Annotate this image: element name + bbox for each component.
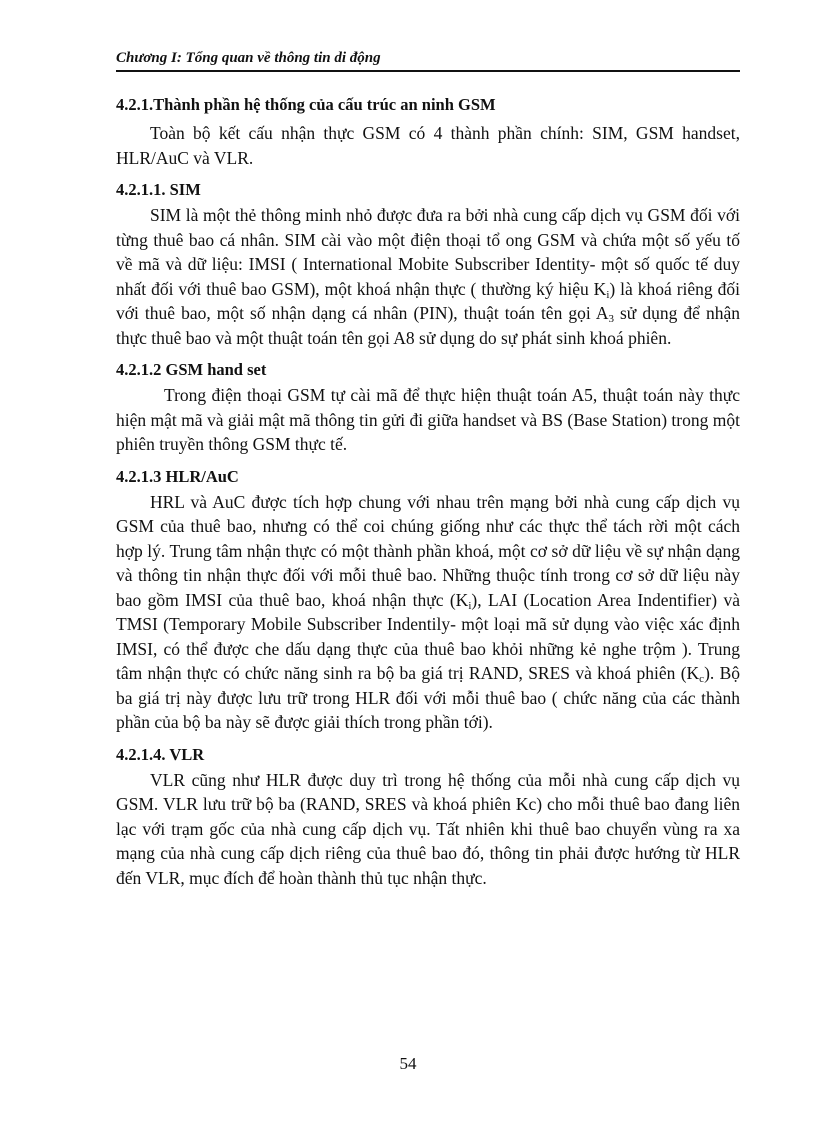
hlr-text-part-1: HRL và AuC được tích hợp chung với nhau trên mạng bởi nhà cung cấp dịch vụ GSM của thuê bao, nhưng có thể coi chúng giống như các thực thể tách rời một cách hợp lý. Trung tâm nhận thực có một thành phần khoá, một cơ sở dữ liệu về sự nhận dạng và thông tin nhận thực đối với mỗi thuê bao. Những thuộc tính trong cơ sở dữ liệu này bao gồm IMSI của thuê bao, khoá nhận thực (K (116, 491, 740, 610)
sim-text-part-1: SIM là một thẻ thông minh nhỏ được đưa ra bởi nhà cung cấp dịch vụ GSM đối với từng thuê bao cá nhân. SIM cài vào một điện thoại tổ ong GSM và chứa một số yếu tố về mã và dữ liệu: IMSI ( International Mobite Subscriber Identity- một số quốc tế duy nhất đối với thuê bao GSM), một khoá nhận thực ( thường ký hiệu K (116, 205, 740, 299)
section-heading-handset: 4.2.1.2 GSM hand set (116, 360, 267, 379)
sim-paragraph (116, 203, 740, 350)
section-heading-sim: 4.2.1.1. SIM (116, 180, 201, 199)
hlr-text-part-3: ). Bộ ba giá trị này được lưu trữ trong HLR đối với mỗi thuê bao ( chức năng của các thành phần của bộ ba này sẽ được giải thích trong phần tới). (116, 663, 741, 732)
sim-subscript-1: i (606, 288, 610, 301)
sim-subscript-2: 3 (608, 313, 614, 325)
handset-paragraph: Trong điện thoại GSM tự cài mã để thực hiện thuật toán A5, thuật toán này thực hiện mật mã và giải mật mã thông tin gửi đi giữa handset và BS (Base Station) trong một phiên truyền thông GSM thực tế. (116, 385, 740, 454)
sim-text-part-3: sử dụng để nhận thực thuê bao và một thuật toán tên gọi A8 sử dụng do sự phát sinh khoá phiên. (116, 303, 740, 348)
page-number: 54 (399, 1054, 417, 1073)
hlr-subscript-1: i (468, 599, 472, 612)
vlr-paragraph: VLR cũng như HLR được duy trì trong hệ thống của mỗi nhà cung cấp dịch vụ GSM. VLR lưu trữ bộ ba (RAND, SRES và khoá phiên Kc) cho mỗi thuê bao đang liên lạc với trạm gốc của nhà cung cấp dịch vụ. Tất nhiên khi thuê bao chuyển vùng ra xa mạng của nhà cung cấp dịch riêng của thuê bao đó, thông tin phải được hướng từ HLR đến VLR, mục đích để hoàn thành thủ tục nhận thực. (116, 769, 740, 888)
hlr-paragraph (116, 490, 740, 735)
hlr-subscript-2: c (699, 673, 705, 685)
intro-paragraph: Toàn bộ kết cấu nhận thực GSM có 4 thành phần chính: SIM, GSM handset, HLR/AuC và VLR. (116, 123, 740, 168)
sim-text-part-2: ) là khoá riêng đối với thuê bao, một số nhận dạng cá nhân (PIN), thuật toán tên gọi A (116, 278, 741, 323)
page-content (116, 92, 740, 890)
hlr-text-part-2: ), LAI (Location Area Indentifier) và TMSI (Temporary Mobile Subscriber Indentily- một loại mã sử dụng vào việc xác định IMSI, có thể được che dấu dạng thực của thuê bao khỏi những kẻ nghe trộm ). Trung tâm nhận thực có chức năng sinh ra bộ ba giá trị RAND, SRES và khoá phiên (K (116, 589, 740, 683)
chapter-header: Chương I: Tổng quan về thông tin di động (116, 49, 740, 72)
section-heading-hlr: 4.2.1.3 HLR/AuC (116, 466, 239, 486)
section-heading-4-2-1: 4.2.1.Thành phần hệ thống của cấu trúc an ninh GSM (116, 95, 496, 114)
section-heading-vlr: 4.2.1.4. VLR (116, 744, 205, 764)
